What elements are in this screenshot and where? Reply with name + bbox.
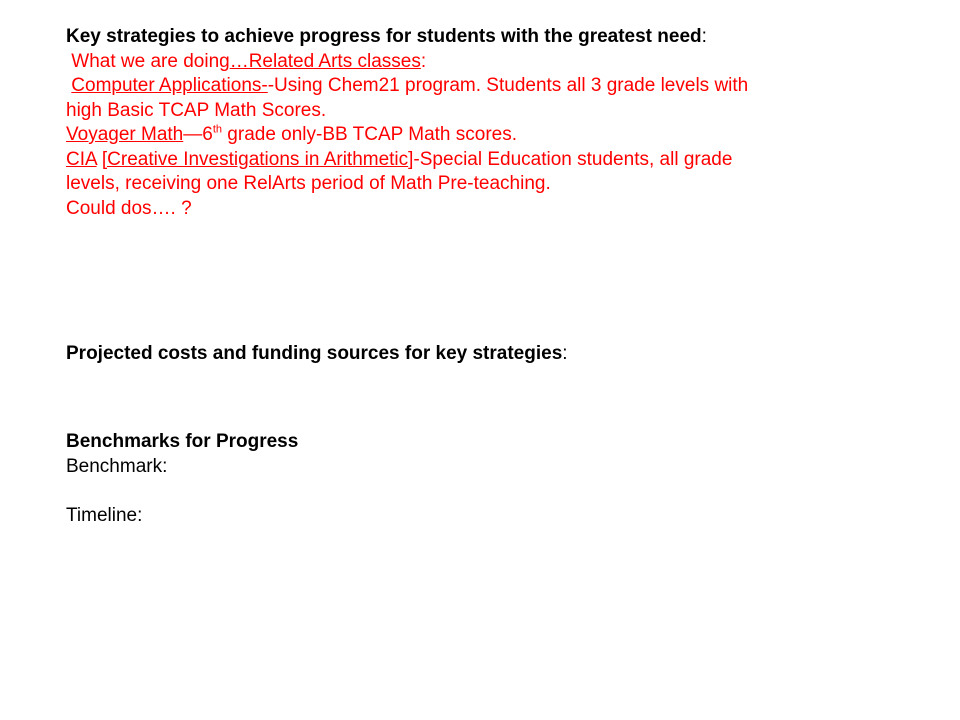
item2-text-b: grade only-BB TCAP Math scores. bbox=[222, 124, 517, 145]
computer-applications-link[interactable]: Computer Applications- bbox=[71, 75, 268, 96]
intro-line bbox=[66, 50, 886, 75]
blank-line bbox=[66, 479, 886, 504]
timeline-label: Timeline: bbox=[66, 504, 143, 526]
closing-text: Could dos…. ? bbox=[66, 197, 192, 219]
creative-investigations-link[interactable]: [Creative Investigations in Arithmetic bbox=[101, 148, 409, 170]
voyager-math-link[interactable]: Voyager Math bbox=[66, 124, 184, 145]
benchmarks-heading: Benchmarks for Progress bbox=[66, 431, 299, 452]
strategies-section bbox=[66, 25, 886, 221]
costs-heading: Projected costs and funding sources for key strategies bbox=[66, 343, 563, 364]
intro-link[interactable]: …Related Arts classes bbox=[229, 50, 421, 72]
costs-heading-line bbox=[66, 342, 886, 367]
item1-text-a: -Using Chem21 program. Students all 3 grade levels with bbox=[267, 75, 749, 96]
costs-heading-suffix: : bbox=[562, 343, 568, 364]
item1-text-b: high Basic TCAP Math Scores. bbox=[66, 99, 327, 121]
intro-suffix: : bbox=[420, 50, 427, 72]
item2-superscript: th bbox=[212, 123, 223, 136]
item2-line bbox=[66, 123, 886, 148]
closing-line bbox=[66, 197, 886, 222]
intro-prefix: What we are doing bbox=[66, 50, 230, 72]
strategies-heading-line bbox=[66, 25, 886, 50]
strategies-heading-suffix: : bbox=[701, 26, 707, 47]
item3-text-b: levels, receiving one RelArts period of Math Pre-teaching. bbox=[66, 173, 551, 194]
item2-text-a: —6 bbox=[183, 124, 213, 145]
strategies-heading: Key strategies to achieve progress for students with the greatest need bbox=[66, 26, 702, 47]
item3-line-a bbox=[66, 148, 886, 173]
item3-line-b bbox=[66, 172, 886, 197]
benchmarks-section bbox=[66, 430, 886, 528]
costs-section bbox=[66, 342, 886, 367]
item1-line-a bbox=[66, 74, 886, 99]
benchmark-label: Benchmark: bbox=[66, 455, 168, 477]
cia-link[interactable]: CIA bbox=[66, 148, 97, 170]
item1-line-b bbox=[66, 99, 886, 124]
item3-text-a: ]-Special Education students, all grade bbox=[408, 148, 733, 170]
